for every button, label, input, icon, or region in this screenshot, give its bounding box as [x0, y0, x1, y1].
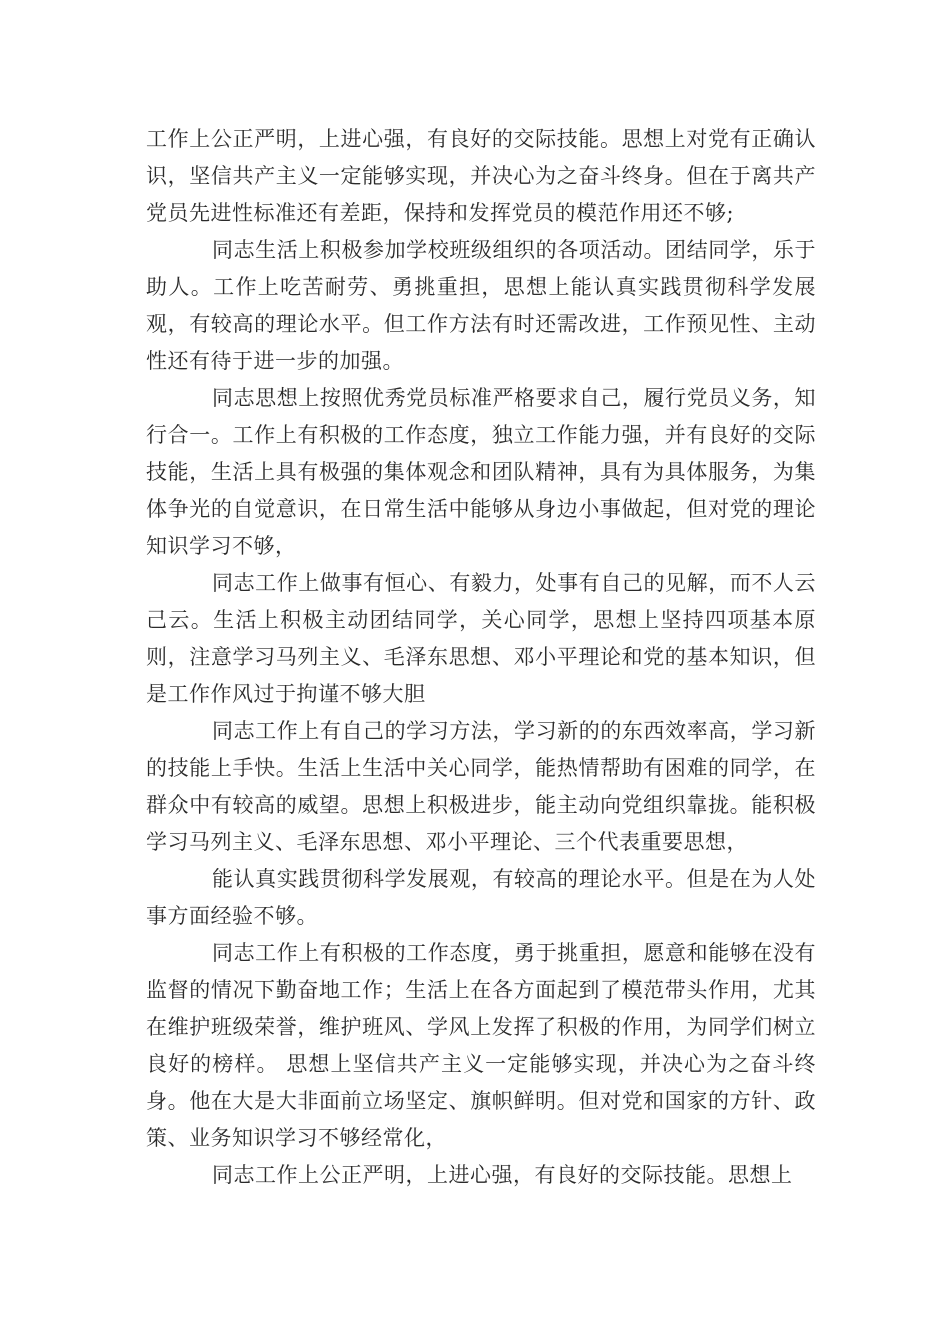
paragraph-8: 同志工作上公正严明，上进心强，有良好的交际技能。思想上	[212, 1163, 793, 1187]
paragraph-3: 同志思想上按照优秀党员标准严格要求自己，履行党员义务，知行合一。工作上有积极的工作态度，独立工作能力强，并有良好的交际技能，生活上具有极强的集体观念和团队精神，具有为具体服务，为集体争光的自觉意识，在日常生活中能够从身边小事做起，但对党的理论知识学习不够，	[146, 386, 816, 558]
paragraph-1: 工作上公正严明，上进心强，有良好的交际技能。思想上对党有正确认识，坚信共产主义一定能够实现，并决心为之奋斗终身。但在于离共产党员先进性标准还有差距，保持和发挥党员的模范作用还不够;	[146, 127, 816, 225]
paragraph-6: 能认真实践贯彻科学发展观，有较高的理论水平。但是在为人处事方面经验不够。	[146, 867, 816, 928]
paragraph-7: 同志工作上有积极的工作态度，勇于挑重担，愿意和能够在没有监督的情况下勤奋地工作；生活上在各方面起到了模范带头作用，尤其在维护班级荣誉，维护班风、学风上发挥了积极的作用，为同学们树立良好的榜样。 思想上坚信共产主义一定能够实现，并决心为之奋斗终身。他在大是大非面前立场坚定、旗帜鲜明。但对党和国家的方针、政策、业务知识学习不够经常化，	[146, 941, 816, 1150]
document-body	[146, 121, 816, 1194]
paragraph-2: 同志生活上积极参加学校班级组织的各项活动。团结同学，乐于助人。工作上吃苦耐劳、勇挑重担，思想上能认真实践贯彻科学发展观，有较高的理论水平。但工作方法有时还需改进，工作预见性、主动性还有待于进一步的加强。	[146, 238, 816, 373]
paragraph-4: 同志工作上做事有恒心、有毅力，处事有自己的见解，而不人云己云。生活上积极主动团结同学，关心同学，思想上坚持四项基本原则，注意学习马列主义、毛泽东思想、邓小平理论和党的基本知识，但是工作作风过于拘谨不够大胆	[146, 571, 816, 706]
paragraph-5: 同志工作上有自己的学习方法，学习新的的东西效率高，学习新的技能上手快。生活上生活中关心同学，能热情帮助有困难的同学，在群众中有较高的威望。思想上积极进步，能主动向党组织靠拢。能积极学习马列主义、毛泽东思想、邓小平理论、三个代表重要思想，	[146, 719, 816, 854]
